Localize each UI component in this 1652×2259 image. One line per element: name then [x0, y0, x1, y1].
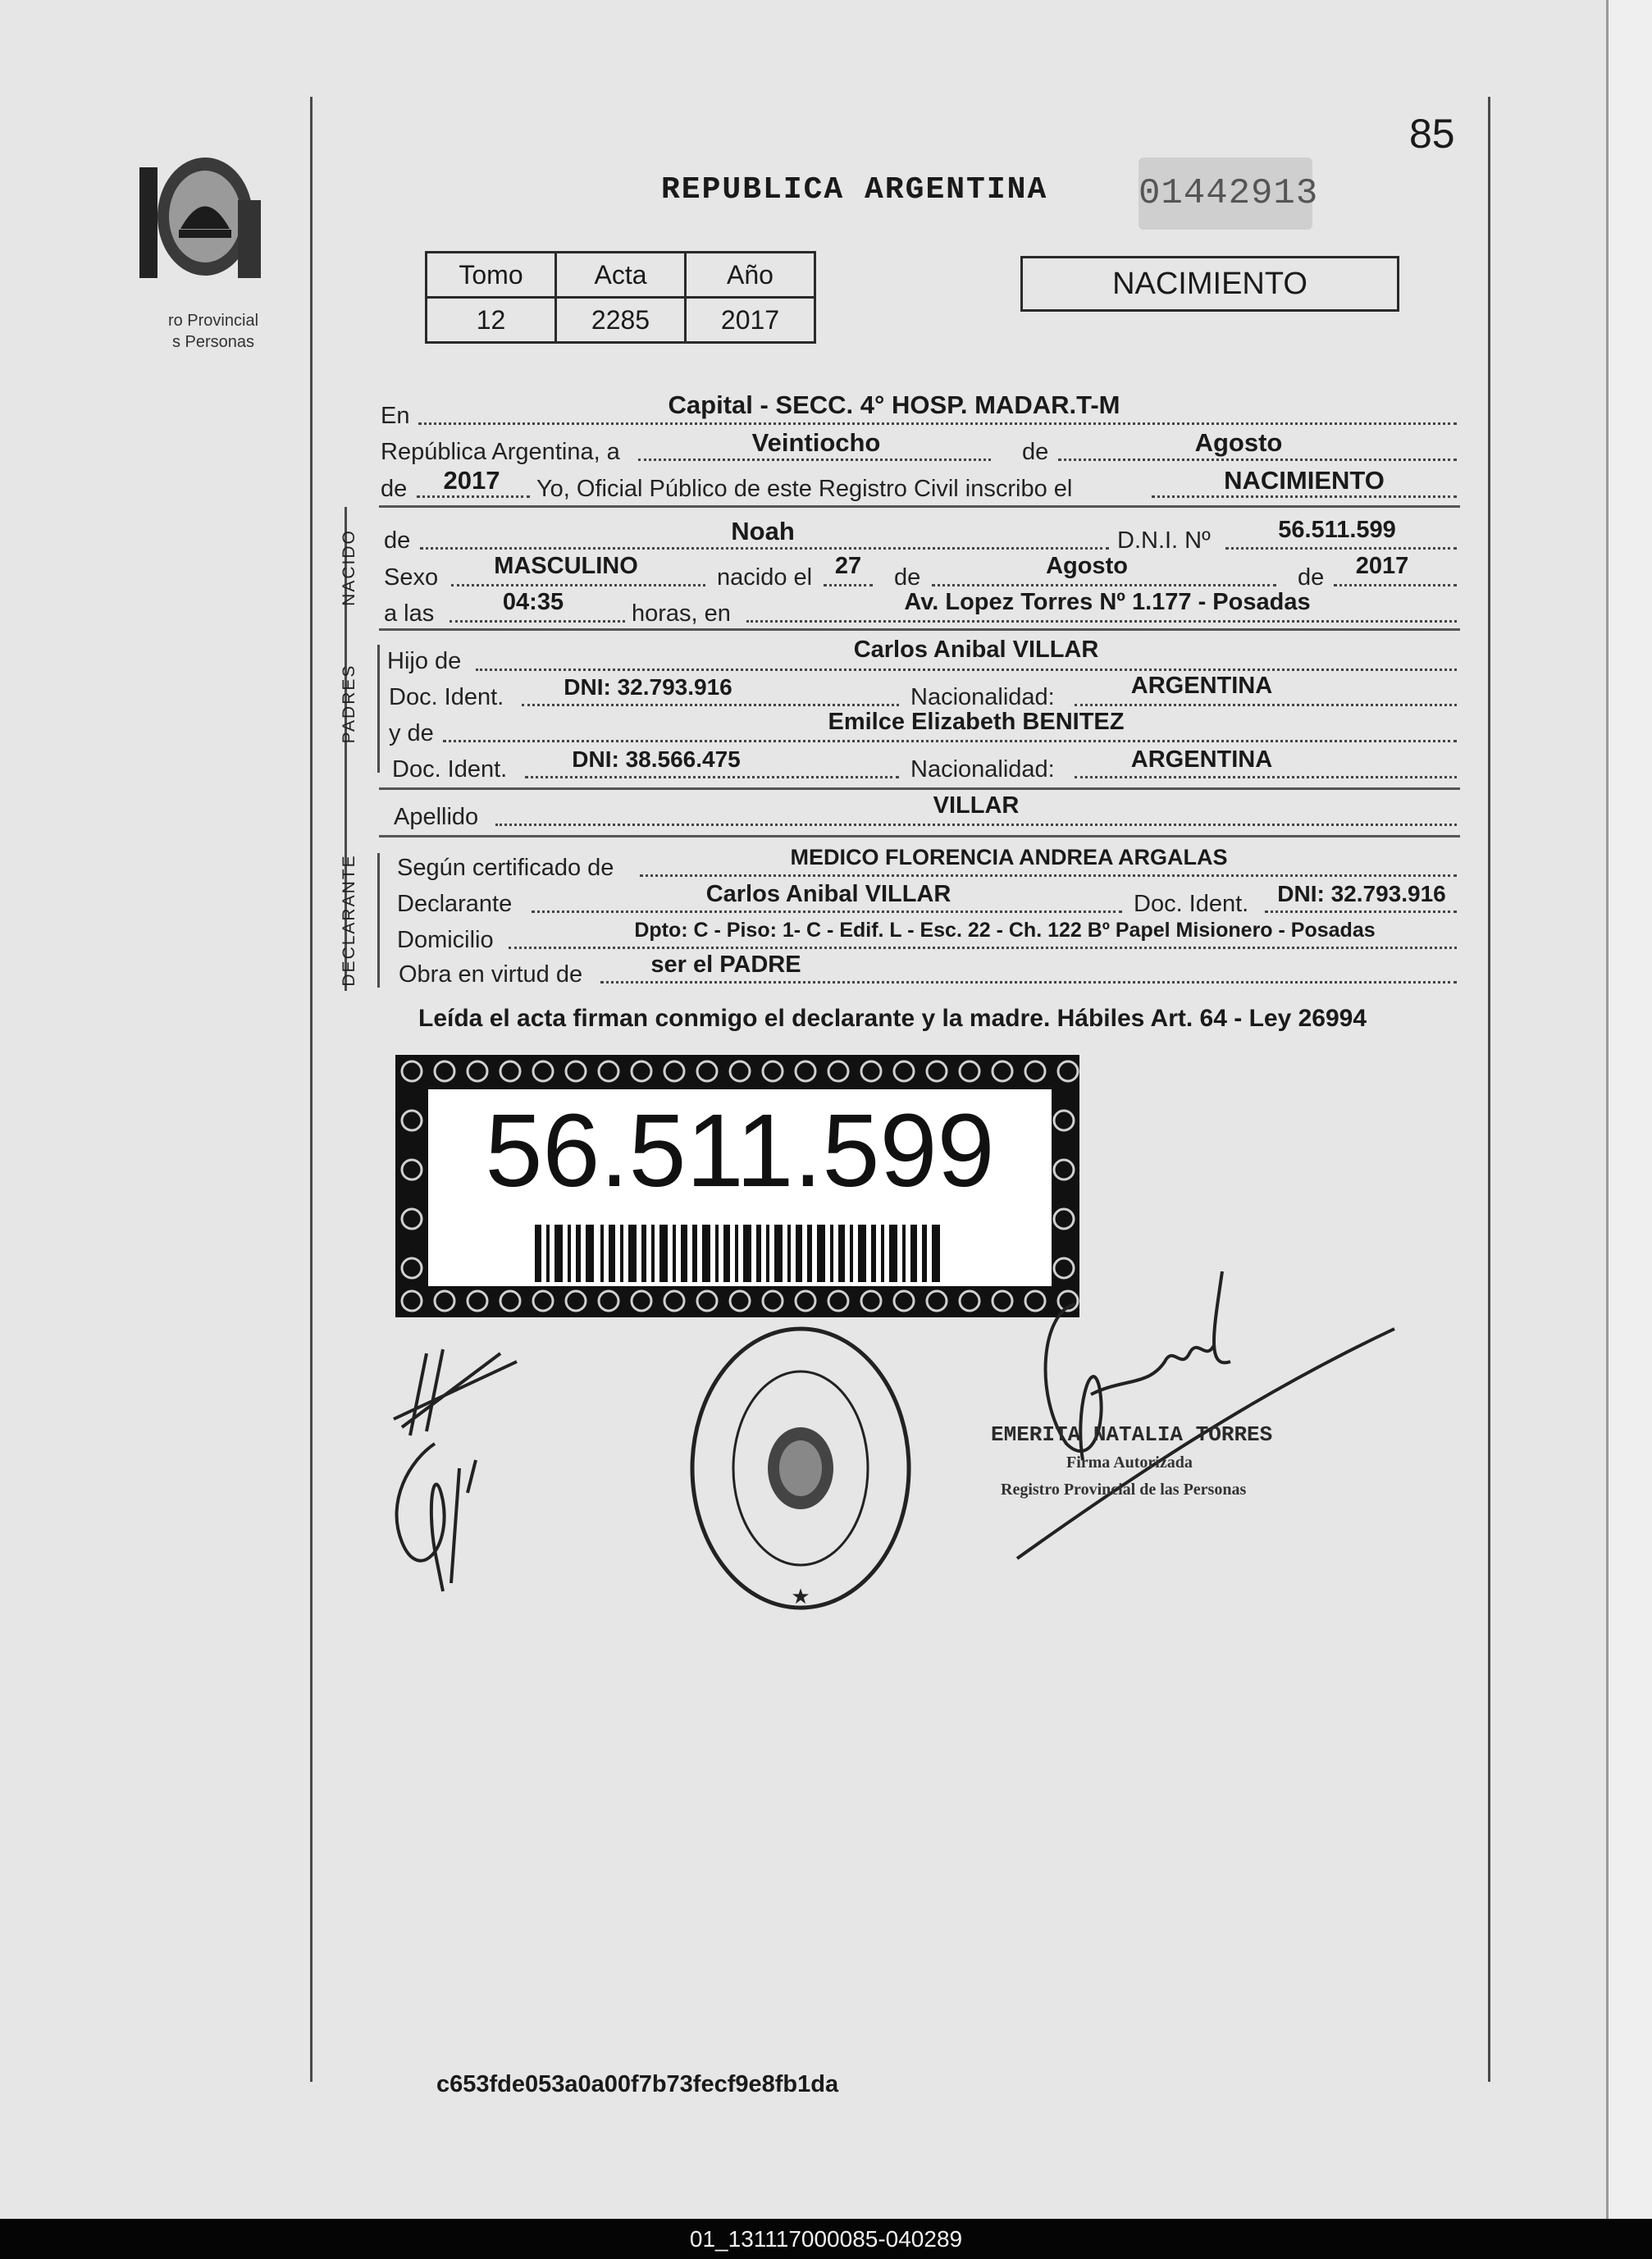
table-header-ano: Año: [686, 253, 815, 298]
born-day-value: 27: [834, 553, 862, 579]
address-value: Dpto: C - Piso: 1- C - Edif. L - Esc. 22 - Ch. 122 Bº Papel Misionero - Posadas: [634, 919, 1376, 942]
dotted-line: [1152, 495, 1457, 498]
child-name-value: Noah: [731, 517, 795, 545]
dotted-line: [522, 704, 899, 706]
dotted-line: [509, 947, 1457, 949]
section-label-nacido: NACIDO: [340, 529, 358, 606]
barcode-icon: [535, 1225, 945, 1282]
surname-value: VILLAR: [933, 792, 1020, 819]
table-value-tomo: 12: [427, 298, 556, 343]
dotted-line: [600, 981, 1457, 983]
dotted-line: [932, 584, 1276, 586]
acts-label: Obra en virtud de: [399, 961, 583, 988]
certificate-value: MEDICO FLORENCIA ANDREA ARGALAS: [790, 845, 1228, 869]
declarant-signature: [377, 1337, 541, 1600]
dotted-line: [824, 584, 873, 586]
born-label: nacido el: [717, 564, 813, 591]
month-value: Agosto: [1194, 428, 1283, 457]
official-role: Firma Autorizada: [1066, 1454, 1193, 1472]
padres-rule: [377, 645, 380, 773]
time-value: 04:35: [502, 589, 564, 615]
de-label: de: [894, 564, 921, 591]
child-dni-value: 56.511.599: [1278, 517, 1396, 543]
mother-doc-value: DNI: 38.566.475: [572, 746, 741, 772]
dotted-line: [638, 459, 991, 461]
registry-logo-text: [123, 310, 303, 353]
left-margin-rule: [310, 97, 313, 2082]
official-office: Registro Provincial de las Personas: [1001, 1481, 1247, 1499]
dotted-line: [443, 740, 1457, 742]
sex-label: Sexo: [384, 564, 439, 591]
surname-label: Apellido: [394, 804, 479, 830]
de-label: de: [1298, 564, 1325, 591]
record-type-value: NACIMIENTO: [1224, 466, 1385, 495]
table-value-acta: 2285: [556, 298, 686, 343]
dotted-line: [525, 776, 899, 778]
declarant-label: Declarante: [397, 891, 513, 917]
place-value: Capital - SECC. 4° HOSP. MADAR.T-M: [668, 390, 1120, 419]
dotted-line: [532, 910, 1122, 913]
table-value-ano: 2017: [686, 298, 815, 343]
svg-text:★: ★: [791, 1584, 810, 1609]
footer-id-bar: 01_131117000085-040289: [0, 2219, 1652, 2259]
father-name-value: Carlos Anibal VILLAR: [853, 637, 1099, 663]
section-divider: [379, 787, 1460, 790]
dotted-line: [1265, 910, 1457, 913]
registry-logo: [139, 151, 262, 282]
page-edge: [1606, 0, 1652, 2219]
statement-text: Yo, Oficial Público de este Registro Civil inscribo el: [536, 476, 1073, 502]
section-divider: [379, 628, 1460, 631]
right-margin-rule: [1488, 97, 1490, 2082]
page-number: 85: [1409, 111, 1455, 157]
table-header-tomo: Tomo: [427, 253, 556, 298]
dotted-line: [450, 620, 625, 623]
section-divider: [379, 505, 1460, 508]
closing-note: Leída el acta firman conmigo el declarante y la madre. Hábiles Art. 64 - Ley 26994: [418, 1005, 1367, 1032]
birth-place-value: Av. Lopez Torres Nº 1.177 - Posadas: [904, 589, 1311, 615]
doc-label: Doc. Ident.: [392, 756, 508, 783]
nationality-label: Nacionalidad:: [910, 756, 1055, 783]
acts-as-value: ser el PADRE: [650, 952, 801, 978]
section-label-padres: PADRES: [340, 664, 358, 744]
dotted-line: [1334, 584, 1457, 586]
father-label: Hijo de: [387, 648, 462, 674]
nationality-label: Nacionalidad:: [910, 684, 1055, 710]
sticker-dni-number: 56.511.599: [485, 1093, 995, 1208]
logo-text-line1: ro Provincial: [167, 312, 259, 330]
logo-text-line2: s Personas: [171, 333, 255, 351]
doc-label: Doc. Ident.: [389, 684, 504, 710]
hours-label: horas, en: [632, 600, 731, 627]
dotted-line: [418, 422, 1457, 425]
born-month-value: Agosto: [1046, 553, 1128, 579]
document-hash: c653fde053a0a00f7b73fecf9e8fb1da: [436, 2071, 839, 2097]
de-label: de: [1022, 439, 1049, 465]
sticker-label: [428, 1089, 1052, 1286]
sex-value: MASCULINO: [494, 553, 638, 579]
born-year-value: 2017: [1355, 553, 1409, 579]
de-label: de: [381, 476, 408, 502]
official-name: EMERITA NATALIA TORRES: [991, 1422, 1273, 1447]
time-label: a las: [384, 600, 435, 627]
section-label-declarante: DECLARANTE: [340, 854, 358, 987]
dotted-line: [1075, 704, 1457, 706]
father-nationality-value: ARGENTINA: [1130, 673, 1273, 699]
table-header-acta: Acta: [556, 253, 686, 298]
day-words-value: Veintiocho: [751, 428, 881, 457]
page-title: REPUBLICA ARGENTINA: [661, 172, 1048, 208]
year-value: 2017: [443, 466, 500, 495]
certificate-label: Según certificado de: [397, 855, 614, 881]
dotted-line: [1058, 459, 1457, 461]
mother-nationality-value: ARGENTINA: [1130, 746, 1273, 773]
en-label: En: [381, 403, 410, 429]
dotted-line: [476, 669, 1457, 671]
dni-label: D.N.I. Nº: [1117, 527, 1211, 554]
mother-name-value: Emilce Elizabeth BENITEZ: [828, 709, 1125, 735]
doc-label: Doc. Ident.: [1134, 891, 1249, 917]
republic-label: República Argentina, a: [381, 439, 620, 465]
dotted-line: [640, 874, 1457, 877]
dotted-line: [1075, 776, 1457, 778]
declarant-value: Carlos Anibal VILLAR: [705, 881, 951, 907]
dotted-line: [417, 495, 530, 498]
address-label: Domicilio: [397, 927, 494, 953]
section-divider: [379, 835, 1460, 837]
declarant-doc-value: DNI: 32.793.916: [1277, 881, 1446, 906]
father-doc-value: DNI: 32.793.916: [564, 674, 732, 700]
dotted-line: [420, 547, 1109, 550]
dotted-line: [1225, 547, 1457, 550]
dotted-line: [451, 584, 705, 586]
serial-number: 01442913: [1139, 157, 1312, 230]
official-signature: [1009, 1263, 1403, 1575]
registry-table: [425, 251, 816, 344]
dotted-line: [495, 824, 1457, 826]
dotted-line: [746, 620, 1457, 623]
mother-label: y de: [389, 720, 434, 746]
declarante-rule: [377, 853, 380, 988]
name-label: de: [384, 527, 411, 554]
dni-sticker: [395, 1055, 1079, 1317]
record-type-box: NACIMIENTO: [1020, 256, 1399, 312]
